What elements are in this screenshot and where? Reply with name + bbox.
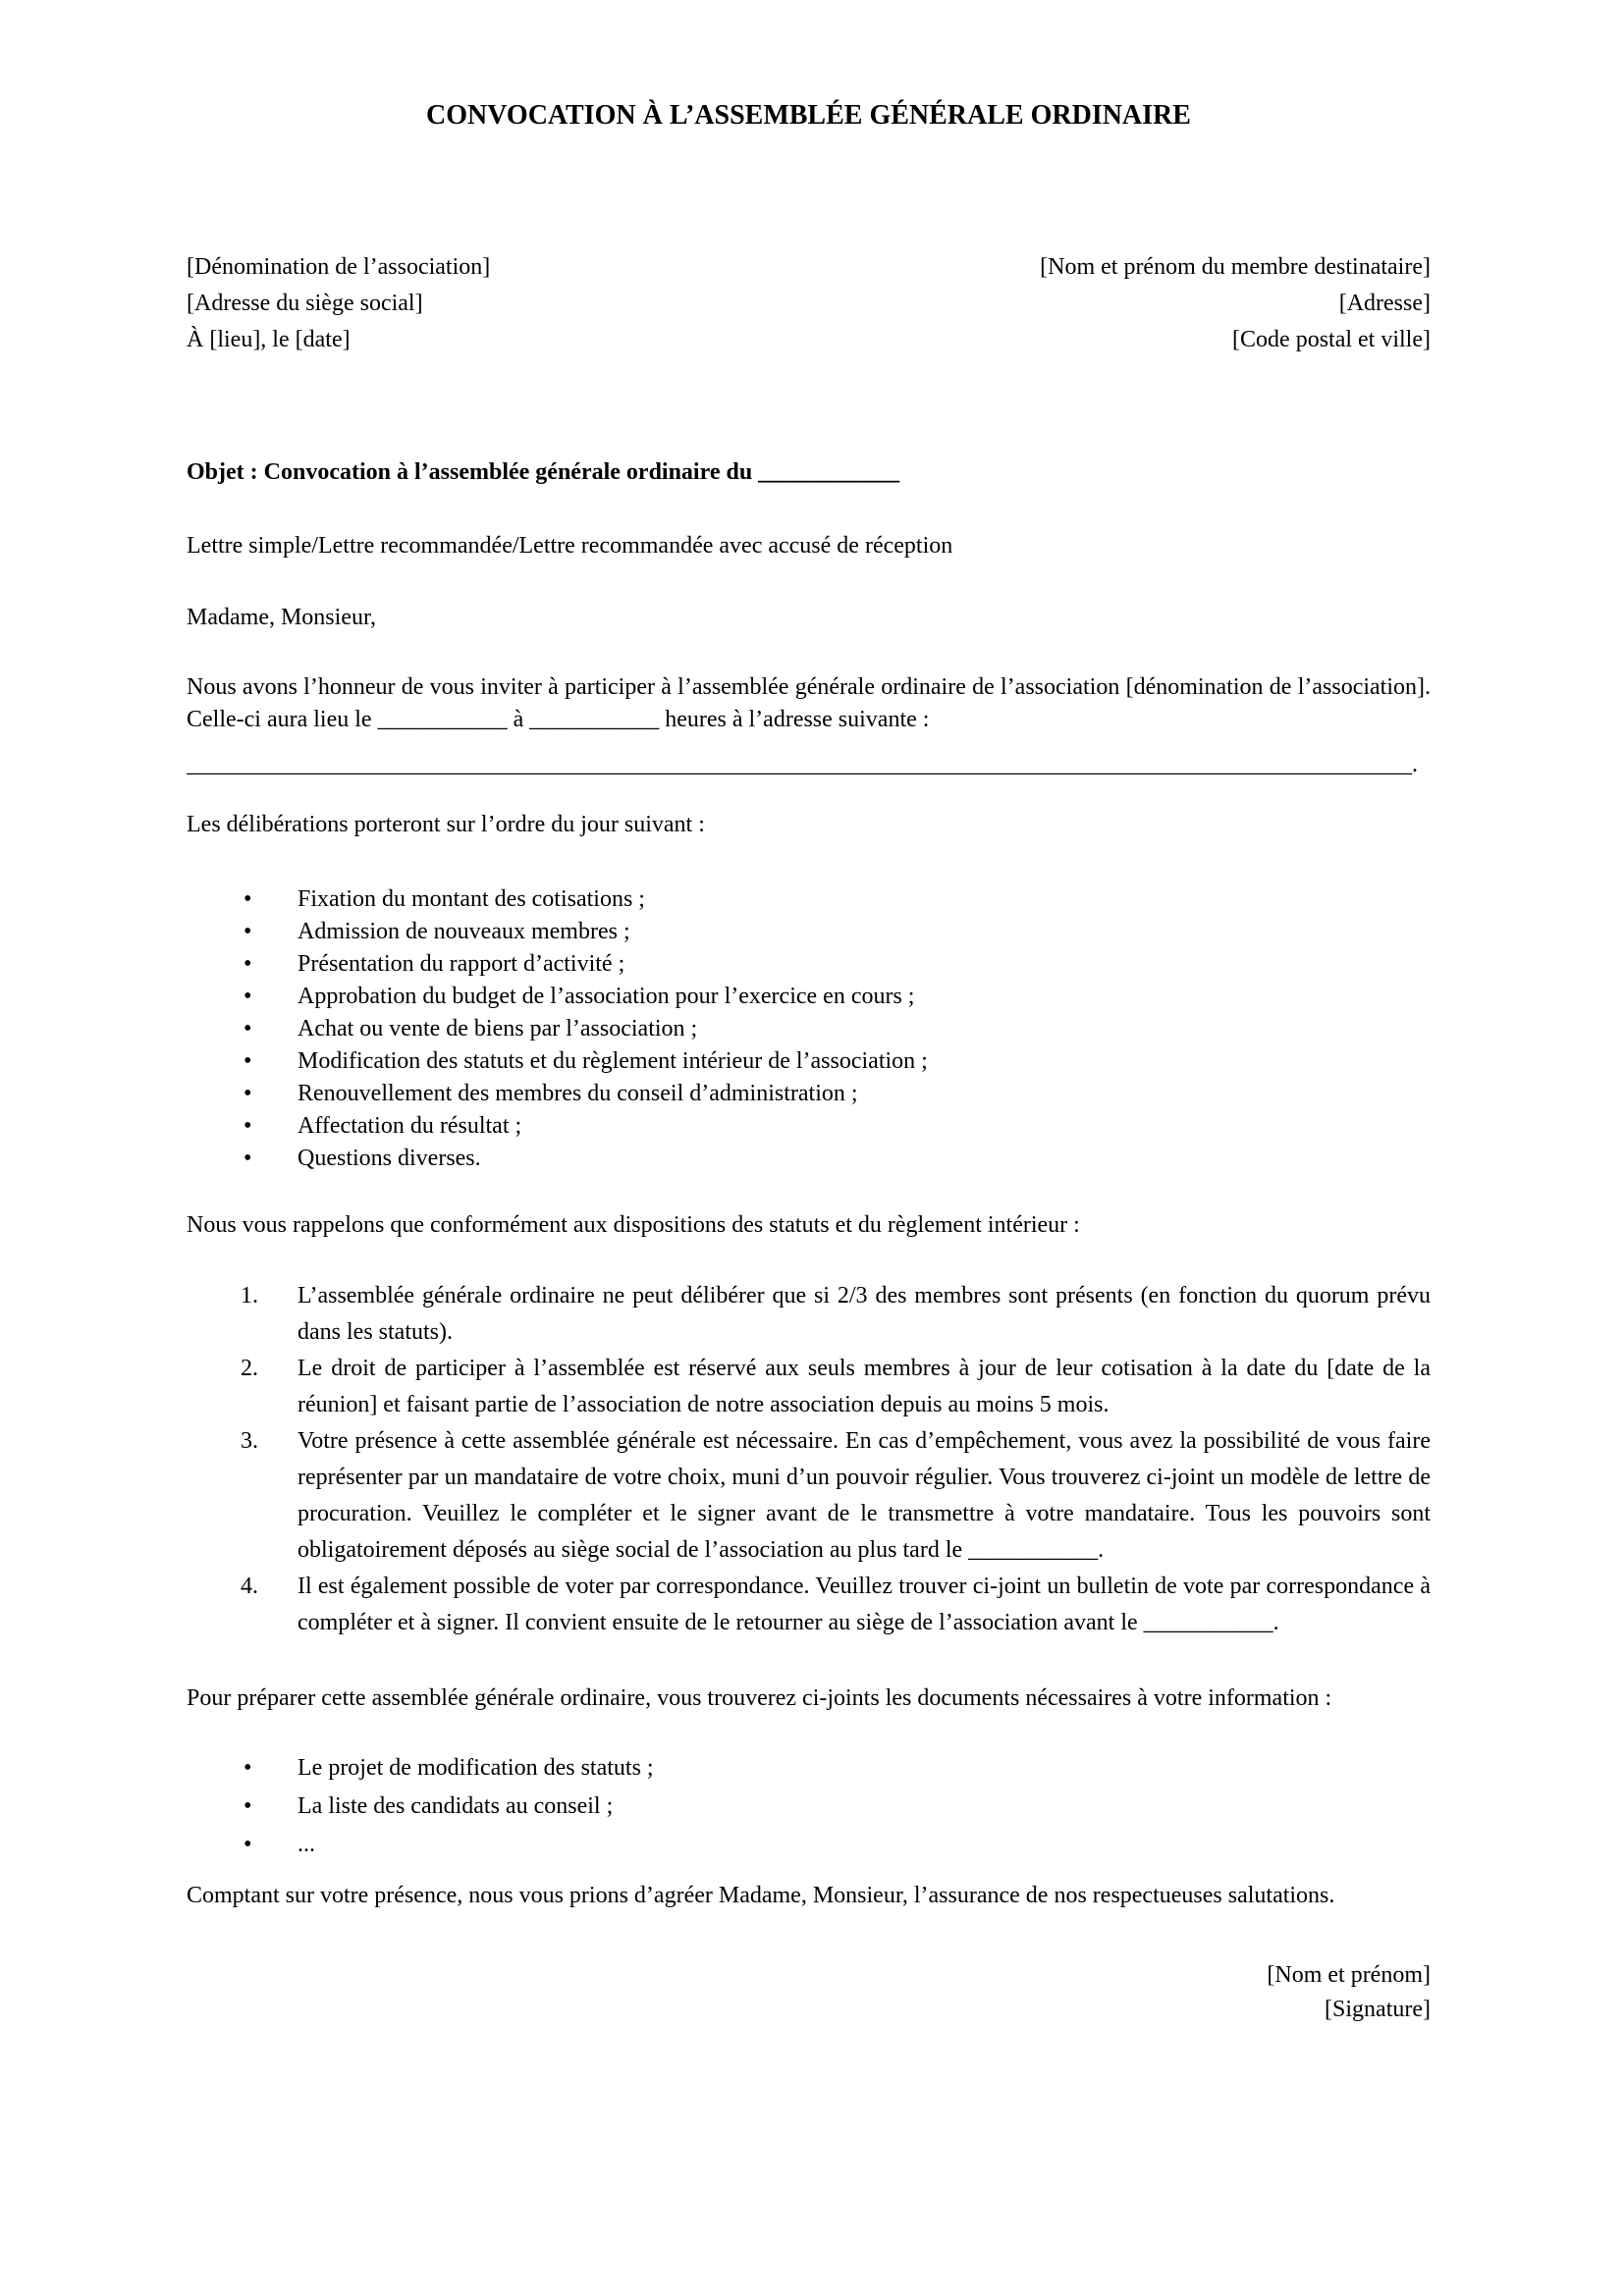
bullet-icon: • xyxy=(244,1793,252,1819)
sender-line-address: [Adresse du siège social] xyxy=(187,291,423,316)
bullet-icon: • xyxy=(244,1113,252,1139)
document-item-text: ... xyxy=(298,1832,315,1857)
signature-label: [Signature] xyxy=(1325,1997,1431,2022)
signature-name: [Nom et prénom] xyxy=(1267,1962,1431,1988)
list-item xyxy=(187,1045,1431,1078)
agenda-item-text: Modification des statuts et du règlement intérieur de l’association ; xyxy=(298,1048,928,1074)
agenda-item-text: Approbation du budget de l’association pour l’exercice en cours ; xyxy=(298,984,915,1009)
bullet-icon: • xyxy=(244,1016,252,1041)
recipient-line-name: [Nom et prénom du membre destinataire] xyxy=(1040,254,1431,280)
list-item xyxy=(187,948,1431,981)
closing-paragraph: Comptant sur votre présence, nous vous prions d’agréer Madame, Monsieur, l’assurance de nos respectueuses salutations. xyxy=(187,1883,1335,1908)
agenda-item-text: Questions diverses. xyxy=(298,1146,481,1171)
list-item xyxy=(187,1749,1431,1788)
documents-list xyxy=(187,1749,1431,1864)
rule-item xyxy=(187,1351,1431,1423)
rule-text: Votre présence à cette assemblée générale est nécessaire. En cas d’empêchement, vous avez la possibilité de vous faire représenter par un mandataire de votre choix, muni d’un pouvoir régulier. Vous trouverez ci-joint un modèle de lettre de procuration. Veuillez le compléter et le signer avant de le transmettre à votre mandataire. Tous les pouvoirs sont obligatoirement déposés au siège social de l’association au plus tard le ___________. xyxy=(298,1428,1431,1563)
bullet-icon: • xyxy=(244,1081,252,1106)
list-item xyxy=(187,916,1431,948)
agenda-item-text: Fixation du montant des cotisations ; xyxy=(298,886,645,912)
rules-list xyxy=(187,1278,1431,1641)
recipient-line-city: [Code postal et ville] xyxy=(1232,327,1431,352)
bullet-icon: • xyxy=(244,1832,252,1857)
agenda-item-text: Renouvellement des membres du conseil d’administration ; xyxy=(298,1081,858,1106)
list-item xyxy=(187,1078,1431,1110)
document-item-text: La liste des candidats au conseil ; xyxy=(298,1793,614,1819)
recipient-line-address: [Adresse] xyxy=(1338,291,1431,316)
list-item xyxy=(187,1143,1431,1175)
sender-line-denomination: [Dénomination de l’association] xyxy=(187,254,491,280)
rule-number: 3. xyxy=(241,1428,258,1454)
bullet-icon: • xyxy=(244,1755,252,1781)
rule-text: Il est également possible de voter par correspondance. Veuillez trouver ci-joint un bulletin de vote par correspondance à compléter et à signer. Il convient ensuite de le retourner au siège de l’association avant le ___________. xyxy=(298,1574,1431,1635)
rule-item xyxy=(187,1569,1431,1641)
rules-intro: Nous vous rappelons que conformément aux dispositions des statuts et du règlement intérieur : xyxy=(187,1212,1080,1238)
bullet-icon: • xyxy=(244,984,252,1009)
list-item xyxy=(187,1013,1431,1045)
intro-paragraph: Nous avons l’honneur de vous inviter à participer à l’assemblée générale ordinaire de l’association [dénomination de l’association]. Celle-ci aura lieu le ___________ à ___________ heures à l’adresse suivante : xyxy=(187,674,1431,732)
letter-title: CONVOCATION À L’ASSEMBLÉE GÉNÉRALE ORDINAIRE xyxy=(426,100,1191,131)
rule-number: 2. xyxy=(241,1356,258,1381)
agenda-item-text: Admission de nouveaux membres ; xyxy=(298,919,630,944)
signature-block xyxy=(187,1958,1431,2027)
bullet-icon: • xyxy=(244,1146,252,1171)
rule-text: Le droit de participer à l’assemblée est réservé aux seuls membres à jour de leur cotisation à la date du [date de la réunion] et faisant partie de l’association de notre association depuis au moins 5 mois. xyxy=(298,1356,1431,1417)
bullet-icon: • xyxy=(244,951,252,977)
agenda-item-text: Présentation du rapport d’activité ; xyxy=(298,951,625,977)
list-item xyxy=(187,1826,1431,1864)
list-item xyxy=(187,1788,1431,1826)
recipient-block xyxy=(1040,249,1431,358)
rule-number: 1. xyxy=(241,1283,258,1308)
documents-intro: Pour préparer cette assemblée générale ordinaire, vous trouverez ci-joints les documents nécessaires à votre information : xyxy=(187,1685,1332,1711)
subject-line: Objet : Convocation à l’assemblée générale ordinaire du ____________ xyxy=(187,459,900,485)
rule-item xyxy=(187,1423,1431,1569)
bullet-icon: • xyxy=(244,919,252,944)
agenda-intro: Les délibérations porteront sur l’ordre du jour suivant : xyxy=(187,812,705,837)
rule-item xyxy=(187,1278,1431,1351)
document-item-text: Le projet de modification des statuts ; xyxy=(298,1755,654,1781)
rule-number: 4. xyxy=(241,1574,258,1599)
address-blank-line: ________________________________________________________________________________________________________. xyxy=(187,752,1418,777)
salutation: Madame, Monsieur, xyxy=(187,605,376,630)
delivery-mode-line: Lettre simple/Lettre recommandée/Lettre recommandée avec accusé de réception xyxy=(187,533,953,559)
address-header xyxy=(187,249,1431,358)
sender-block xyxy=(187,249,490,358)
bullet-icon: • xyxy=(244,886,252,912)
bullet-icon: • xyxy=(244,1048,252,1074)
sender-line-place-date: À [lieu], le [date] xyxy=(187,327,351,352)
agenda-item-text: Achat ou vente de biens par l’association ; xyxy=(298,1016,698,1041)
list-item xyxy=(187,981,1431,1013)
rule-text: L’assemblée générale ordinaire ne peut délibérer que si 2/3 des membres sont présents (en fonction du quorum prévu dans les statuts). xyxy=(298,1283,1431,1345)
list-item xyxy=(187,883,1431,916)
list-item xyxy=(187,1110,1431,1143)
agenda-item-text: Affectation du résultat ; xyxy=(298,1113,522,1139)
agenda-list xyxy=(187,883,1431,1175)
